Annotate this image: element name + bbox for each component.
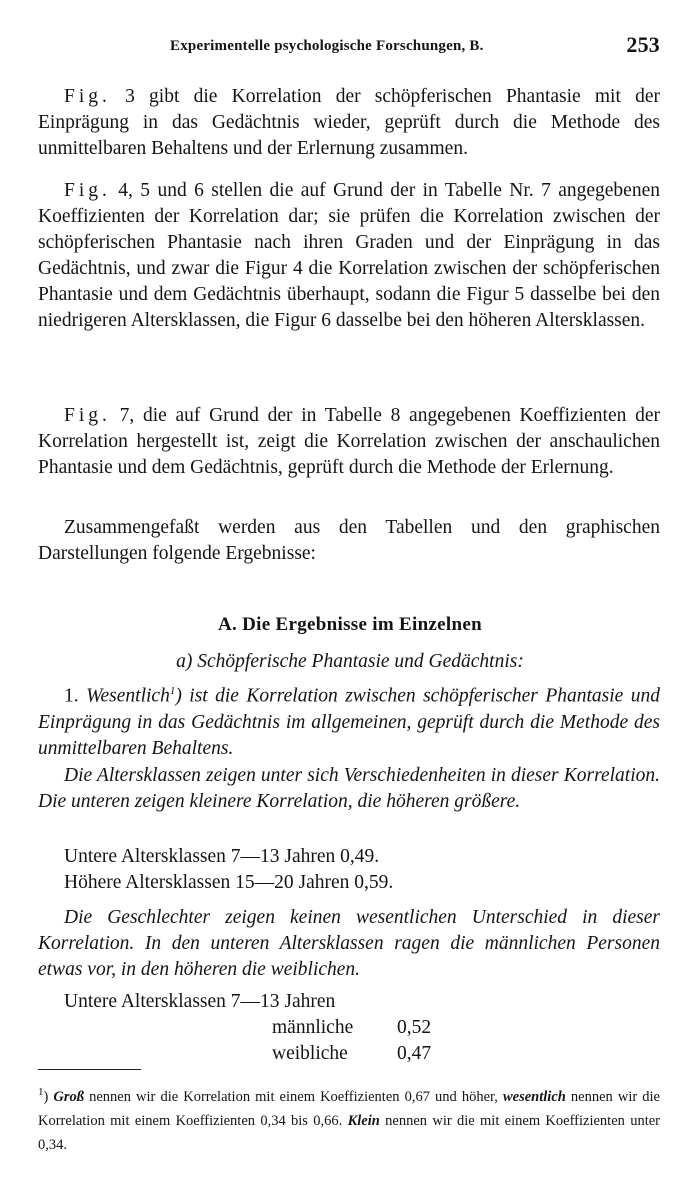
section-heading: A. Die Ergebnisse im Einzelnen bbox=[218, 614, 482, 635]
section-subheading: a) Schöpferische Phantasie und Gedächtnis: bbox=[176, 651, 524, 672]
fig-lead: Fig. bbox=[64, 86, 111, 107]
paragraph-text: 3 gibt die Korrelation der schöpferischen Phantasie mit der Einprägung in das Gedächtnis wieder, geprüft durch die Methode des unmittelbaren Behaltens und der Erlernung zusammen. bbox=[38, 86, 660, 159]
footnote-text: nennen wir die mit einem Koeffizienten unter 0,34. bbox=[38, 1112, 660, 1153]
footnote-text: ) bbox=[43, 1088, 54, 1105]
footnote-divider bbox=[38, 1069, 141, 1070]
fig-lead: Fig. bbox=[64, 180, 111, 201]
value-line-lower: Untere Altersklassen 7—13 Jahren 0,49. bbox=[64, 846, 380, 867]
footnote-text: nennen wir die Korrelation mit einem Koeffizienten 0,34 bis 0,66. bbox=[38, 1088, 660, 1129]
paragraph-text: 4, 5 und 6 stellen die auf Grund der in Tabelle Nr. 7 angegebenen Koeffizienten der Korrelation dar; sie prüfen die Korrelation zwischen der schöpferischen Phantasie nach ihren Graden und der Einprägung in das Gedächtnis, und zwar die Figur 4 die Korrelation zwischen der schöpferischen Phantasie und dem Gedächtnis überhaupt, sodann die Figur 5 dasselbe bei den niedrigeren Altersklassen, die Figur 6 dasselbe bei den höheren Altersklassen. bbox=[38, 180, 660, 331]
footnote-marker: 1 bbox=[38, 1086, 44, 1098]
value-line-lower-2: Untere Altersklassen 7—13 Jahren bbox=[64, 991, 336, 1012]
footnote-term-wesentlich: wesentlich bbox=[503, 1088, 566, 1105]
value-line-higher: Höhere Altersklassen 15—20 Jahren 0,59. bbox=[64, 872, 394, 893]
page-number: 253 bbox=[626, 32, 660, 57]
fig-lead: Fig. bbox=[64, 405, 111, 426]
result-text: ) ist die Korrelation zwischen schöpferischer Phantasie und Einprägung in das Gedächtnis im allgemeinen, geprüft durch die Methode des unmittelbaren Behaltens. bbox=[38, 685, 661, 759]
footnote-text: nennen wir die Korrelation mit einem Koeffizienten 0,67 und höher, bbox=[84, 1088, 503, 1105]
footnote-term-gross: Groß bbox=[53, 1088, 85, 1105]
paragraph-fig7 bbox=[38, 403, 660, 481]
result-number: 1. bbox=[64, 685, 79, 707]
running-title: Experimentelle psychologische Forschungen, B. bbox=[170, 38, 484, 54]
footnote-term-klein: Klein bbox=[347, 1112, 380, 1129]
male-label: männliche bbox=[272, 1017, 354, 1038]
paragraph-text: 7, die auf Grund der in Tabelle 8 angegebenen Koeffizienten der Korrelation hergestellt ist, zeigt die Korrelation zwischen der anschaulichen Phantasie und dem Gedächtnis, geprüft durch die Methode der Erlernung. bbox=[38, 405, 660, 478]
result-3: Die Geschlechter zeigen keinen wesentlichen Unterschied in dieser Korrelation. In den unteren Altersklassen ragen die männlichen Personen etwas vor, in den höheren die weiblichen. bbox=[38, 907, 660, 980]
result-keyword: Wesentlich bbox=[86, 685, 170, 707]
footnote-ref: 1 bbox=[169, 685, 176, 697]
result-2: Die Altersklassen zeigen unter sich Verschiedenheiten in dieser Korrelation. Die unteren zeigen kleinere Korrelation, die höheren größere. bbox=[38, 765, 660, 812]
paragraph-summary: Zusammengefaßt werden aus den Tabellen und den graphischen Darstellungen folgende Ergebnisse: bbox=[38, 517, 660, 564]
female-value: 0,47 bbox=[397, 1043, 432, 1064]
result-1 bbox=[38, 678, 660, 762]
paragraph-fig4-6 bbox=[38, 178, 660, 334]
male-value: 0,52 bbox=[397, 1017, 432, 1038]
footnote bbox=[38, 1080, 660, 1157]
running-header bbox=[170, 32, 660, 57]
paragraph-fig3 bbox=[38, 84, 660, 162]
female-label: weibliche bbox=[272, 1043, 348, 1064]
